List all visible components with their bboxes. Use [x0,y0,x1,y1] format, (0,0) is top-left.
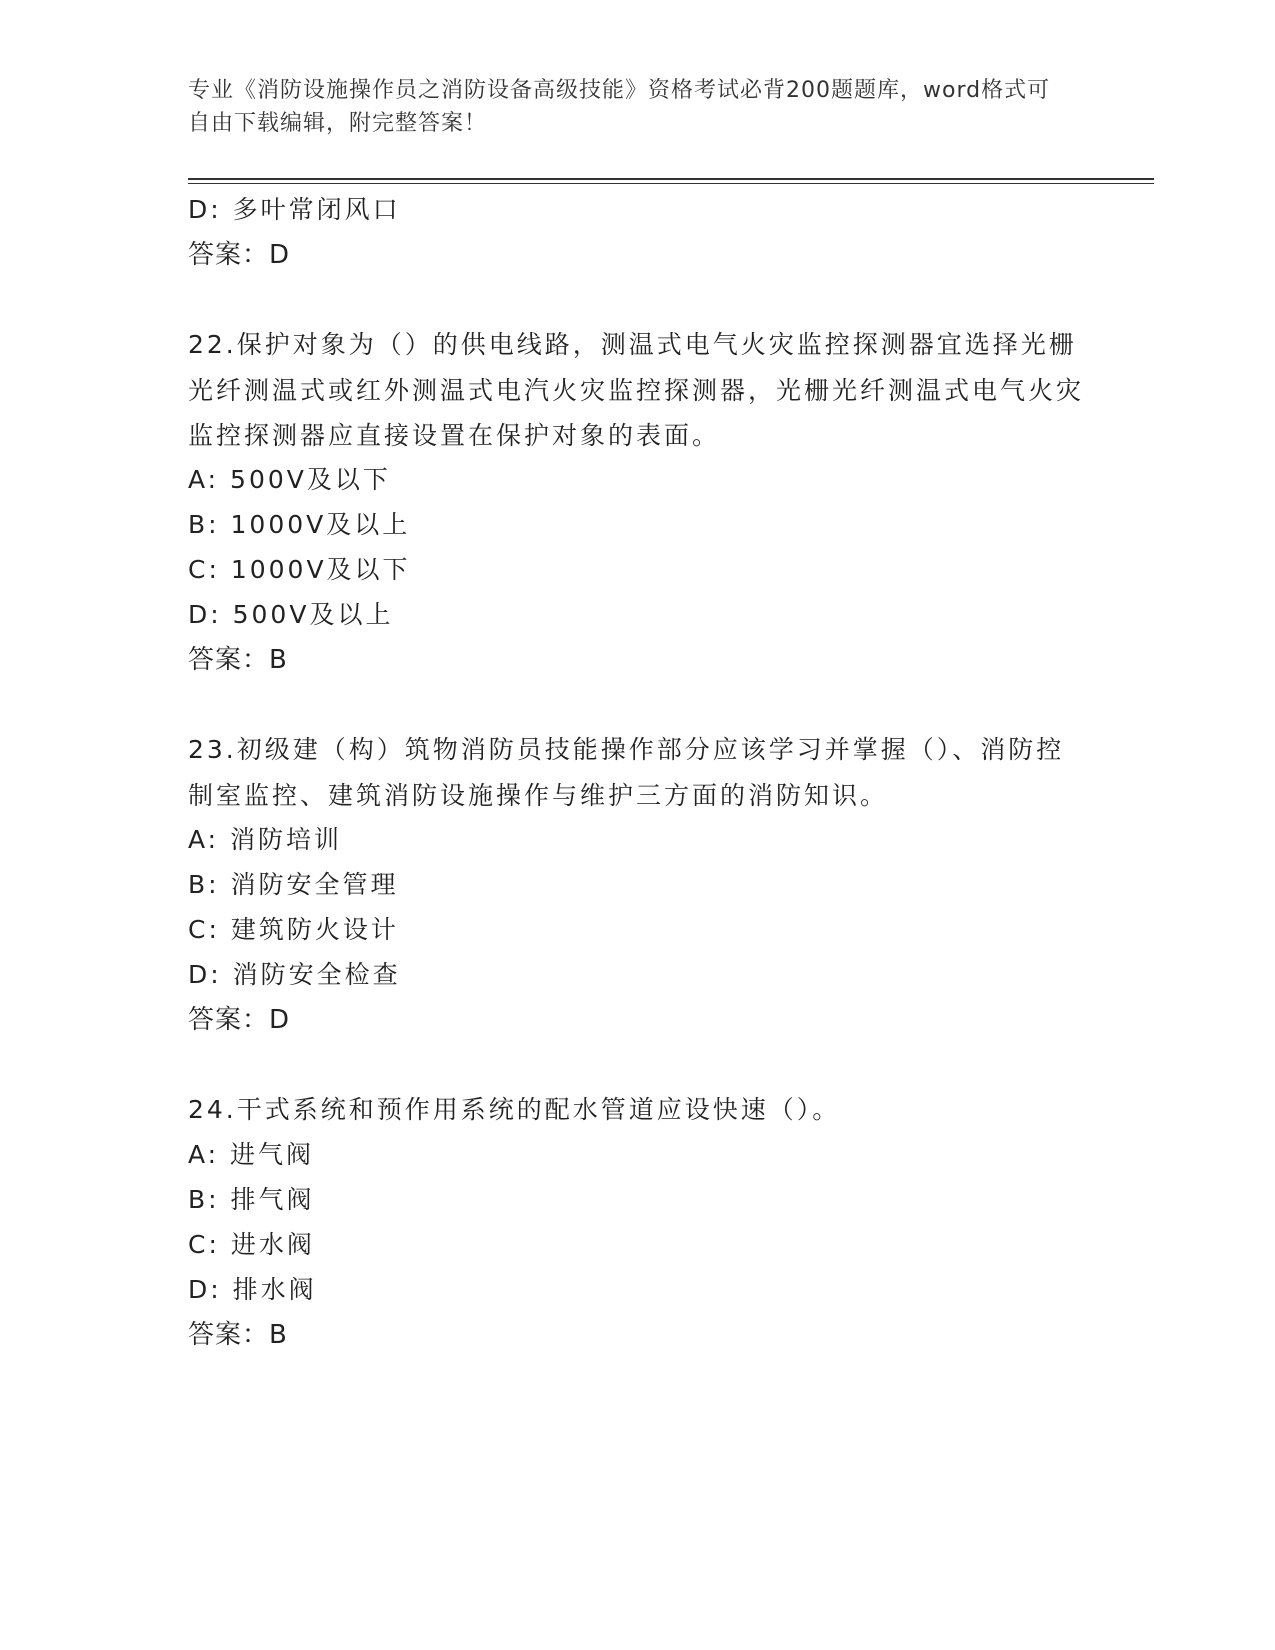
question-24-stem: 24.干式系统和预作用系统的配水管道应设快速（）。 [188,1095,841,1124]
question-24-option-d: D: 排水阀 [188,1275,317,1304]
question-23-answer: 答案：D [188,1005,291,1035]
question-22-option-b: B: 1000V及以上 [188,510,411,539]
prev-option-d: D: 多叶常闭风口 [188,195,401,224]
header-rule-thin [188,183,1154,184]
question-24-option-b: B: 排气阀 [188,1185,315,1214]
question-22-option-d: D: 500V及以上 [188,600,394,629]
document-header: 专业《消防设施操作员之消防设备高级技能》资格考试必背200题题库，word格式可自由下载编辑，附完整答案！ [188,78,1051,136]
question-24-option-c: C: 进水阀 [188,1230,315,1259]
question-23-option-a: A: 消防培训 [188,825,343,854]
header-rule-thick [188,178,1154,180]
question-23-option-b: B: 消防安全管理 [188,870,399,899]
question-23-stem: 23.初级建（构）筑物消防员技能操作部分应该学习并掌握（）、消防控制室监控、建筑消防设施操作与维护三方面的消防知识。 [188,735,1065,810]
question-24-answer: 答案：B [188,1320,288,1350]
prev-answer: 答案：D [188,240,291,270]
question-24-option-a: A: 进气阀 [188,1140,315,1169]
question-22-stem: 22.保护对象为（）的供电线路，测温式电气火灾监控探测器宜选择光栅光纤测温式或红外测温式电汽火灾监控探测器，光栅光纤测温式电气火灾监控探测器应直接设置在保护对象的表面。 [188,330,1085,450]
question-22-answer: 答案：B [188,645,288,675]
question-23-option-d: D: 消防安全检查 [188,960,401,989]
question-22-option-a: A: 500V及以下 [188,465,391,494]
question-22-option-c: C: 1000V及以下 [188,555,411,584]
question-23-option-c: C: 建筑防火设计 [188,915,399,944]
